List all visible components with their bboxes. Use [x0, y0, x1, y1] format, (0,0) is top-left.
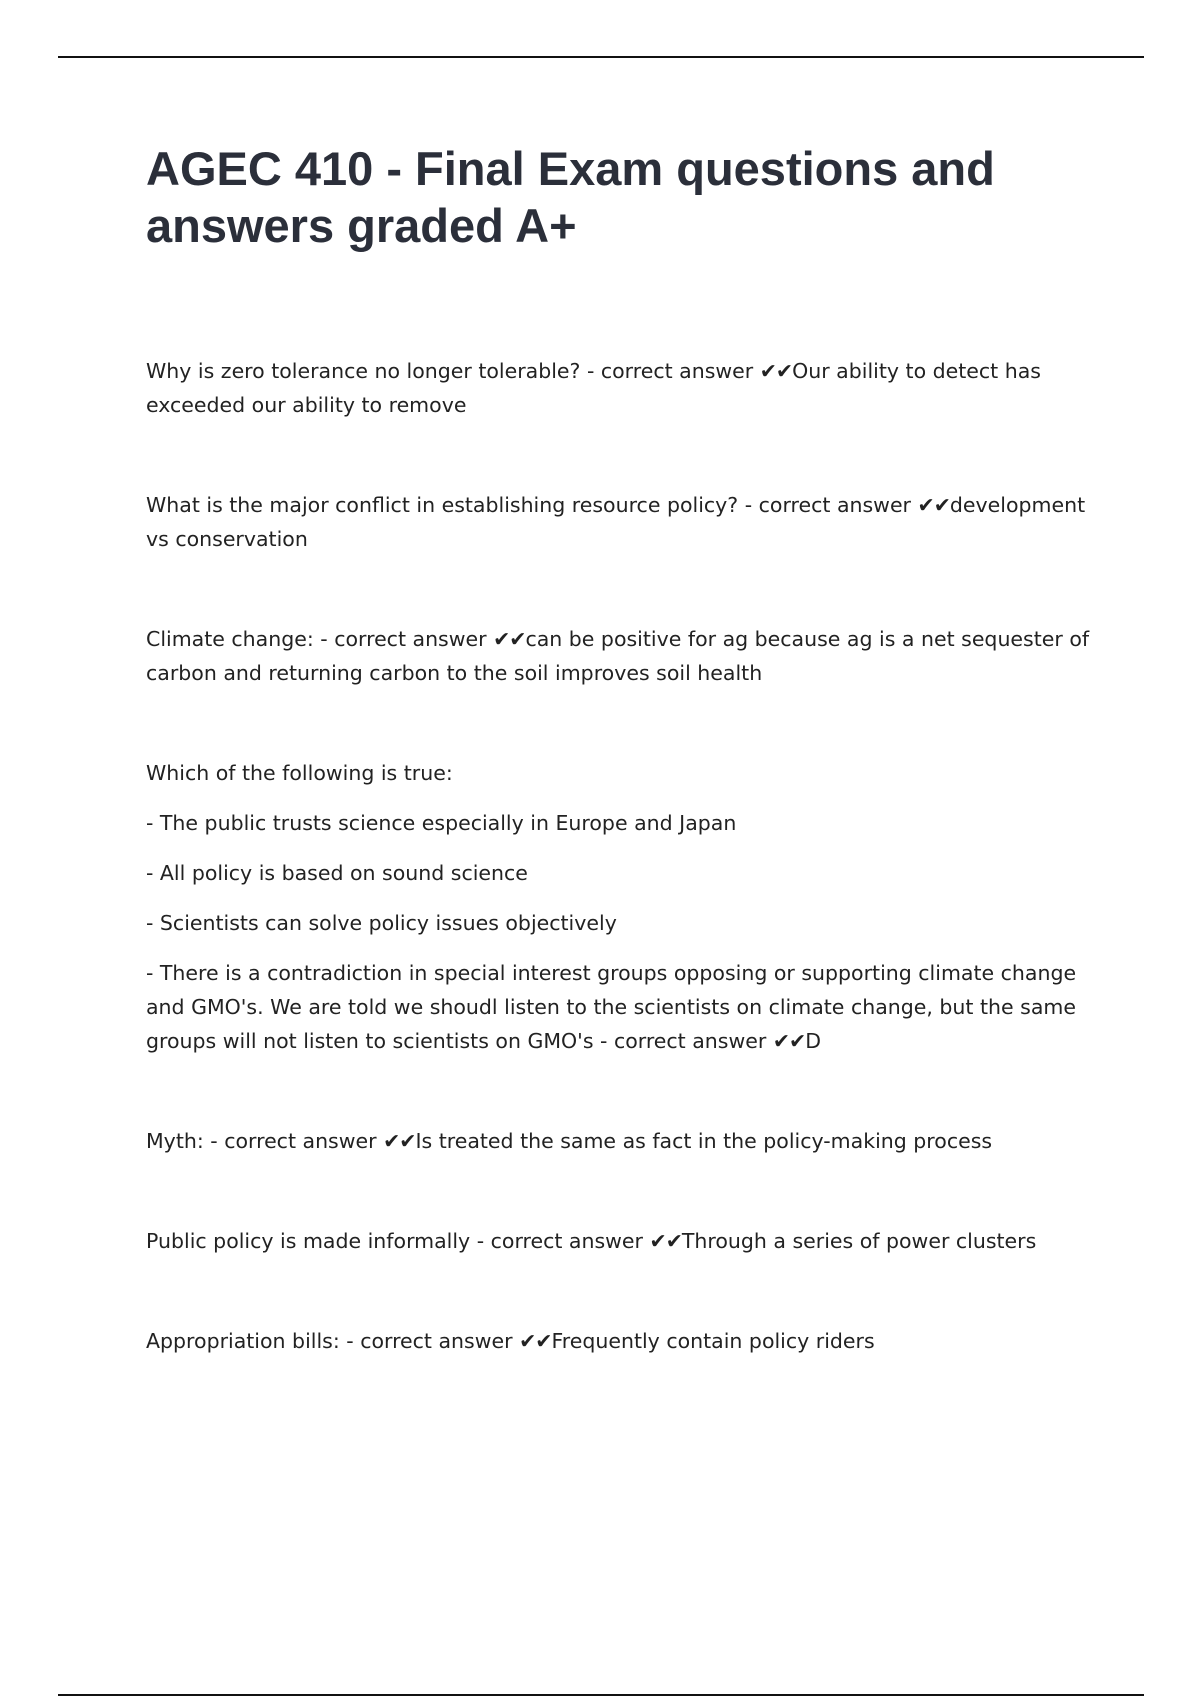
check-icon: ✔✔	[649, 1229, 682, 1253]
option-c: - Scientists can solve policy issues objectively	[146, 911, 617, 935]
answer-text: can be positive for ag because ag is a net sequester of carbon and returning carbon to the soil improves soil health	[146, 627, 1090, 685]
question-text: Which of the following is true:	[146, 761, 453, 785]
answer-marker: - correct answer	[210, 1129, 377, 1153]
qa-item-4	[146, 756, 1096, 1058]
qa-list	[146, 354, 1096, 1358]
answer-marker: - correct answer	[476, 1229, 643, 1253]
answer-marker: - correct answer	[744, 493, 911, 517]
answer-text: Our ability to detect has exceeded our ability to remove	[146, 359, 1041, 417]
check-icon: ✔✔	[772, 1029, 806, 1053]
answer-text: D	[805, 1029, 821, 1053]
qa-item-3	[146, 622, 1096, 690]
check-icon: ✔✔	[519, 1329, 552, 1353]
question-text: Public policy is made informally	[146, 1229, 471, 1253]
document-title: AGEC 410 - Final Exam questions and answers graded A+	[146, 142, 995, 252]
answer-text: Is treated the same as fact in the policy-making process	[415, 1129, 993, 1153]
answer-marker: - correct answer	[600, 1029, 767, 1053]
option-d	[146, 956, 1096, 1058]
option-a: - The public trusts science especially in Europe and Japan	[146, 811, 737, 835]
top-rule	[58, 56, 1144, 58]
option-b: - All policy is based on sound science	[146, 861, 528, 885]
answer-text: Through a series of power clusters	[681, 1229, 1037, 1253]
check-icon: ✔✔	[383, 1129, 416, 1153]
question-text: What is the major conflict in establishing resource policy?	[146, 493, 739, 517]
qa-item-5	[146, 1124, 1096, 1158]
document-body	[146, 140, 1096, 1424]
answer-text: development vs conservation	[146, 493, 1086, 551]
answer-marker: - correct answer	[346, 1329, 513, 1353]
check-icon: ✔✔	[759, 359, 793, 383]
answer-text: Frequently contain policy riders	[551, 1329, 875, 1353]
check-icon: ✔✔	[917, 493, 950, 517]
bottom-rule	[58, 1694, 1144, 1696]
question-text: Why is zero tolerance no longer tolerable?	[146, 359, 581, 383]
qa-item-1	[146, 354, 1096, 422]
qa-item-7	[146, 1324, 1096, 1358]
answer-marker: - correct answer	[586, 359, 754, 383]
answer-marker: - correct answer	[320, 627, 487, 651]
qa-item-2	[146, 488, 1096, 556]
qa-item-6	[146, 1224, 1096, 1258]
question-text: Myth:	[146, 1129, 204, 1153]
option-d-text: - There is a contradiction in special interest groups opposing or supporting climate change and GMO's. We are told we shoudl listen to the scientists on climate change, but the same groups will not listen to scientists on GMO's	[146, 961, 1077, 1053]
check-icon: ✔✔	[493, 627, 526, 651]
question-text: Climate change:	[146, 627, 314, 651]
question-text: Appropriation bills:	[146, 1329, 340, 1353]
